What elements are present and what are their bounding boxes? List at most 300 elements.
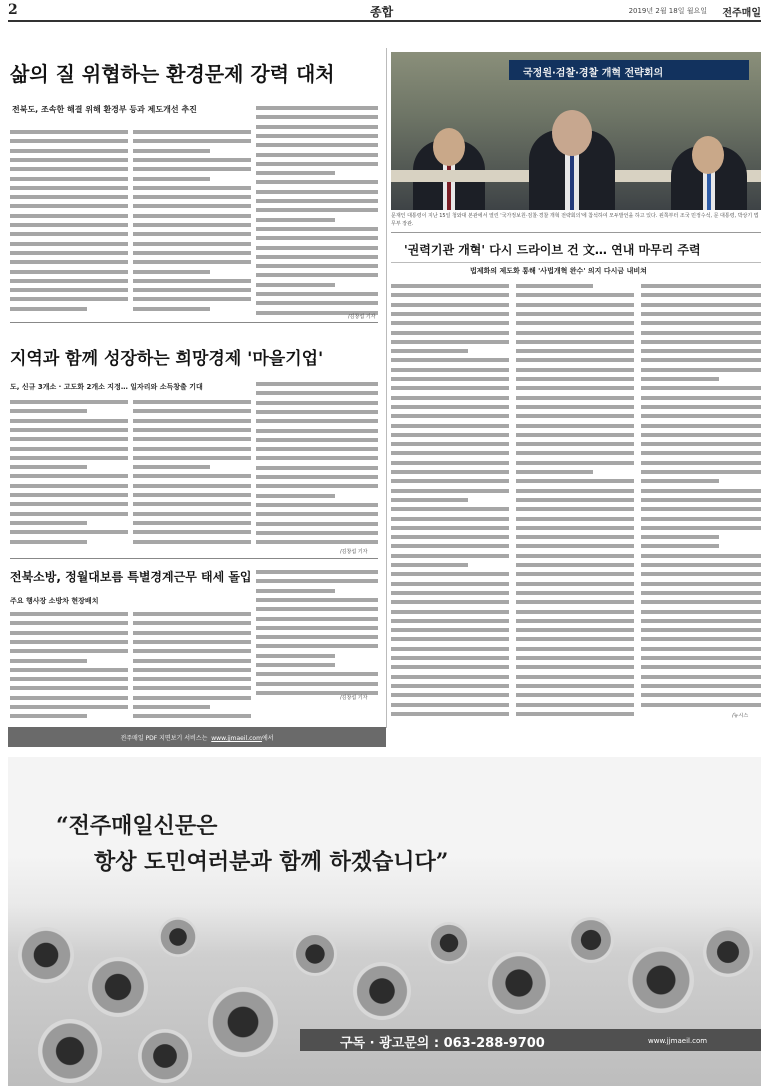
text-line — [133, 686, 251, 690]
text-line — [516, 479, 634, 483]
text-line — [10, 447, 128, 451]
text-line — [10, 677, 128, 681]
text-line — [391, 498, 468, 502]
text-line — [133, 158, 251, 162]
text-line — [256, 579, 378, 583]
text-line — [256, 255, 378, 259]
text-line — [10, 232, 128, 236]
text-line — [516, 414, 634, 418]
text-line — [641, 563, 761, 567]
text-line — [256, 512, 378, 516]
text-line — [641, 675, 761, 679]
divider — [391, 262, 761, 263]
text-line — [516, 349, 634, 353]
text-line — [516, 554, 634, 558]
text-line — [516, 284, 593, 288]
text-line — [641, 405, 761, 409]
article4-column-1 — [10, 610, 128, 720]
text-line — [391, 591, 509, 595]
text-line — [516, 591, 634, 595]
text-line — [10, 705, 128, 709]
text-line — [641, 610, 761, 614]
text-line — [256, 456, 378, 460]
article4-subheadline: 주요 행사장 소방차 현장배치 — [10, 597, 99, 605]
text-line — [10, 521, 87, 525]
text-line — [10, 177, 128, 181]
text-line — [256, 125, 378, 129]
text-line — [256, 401, 378, 405]
article2-column-2 — [516, 282, 634, 720]
text-line — [10, 540, 87, 544]
text-line — [391, 693, 509, 697]
text-line — [641, 526, 761, 530]
text-line — [133, 621, 251, 625]
text-line — [133, 232, 251, 236]
text-line — [641, 321, 761, 325]
text-line — [391, 331, 509, 335]
text-line — [133, 474, 251, 478]
text-line — [256, 663, 335, 667]
text-line — [256, 419, 378, 423]
text-line — [516, 610, 634, 614]
text-line — [256, 682, 378, 686]
text-line — [641, 312, 761, 316]
text-line — [256, 301, 378, 305]
text-line — [133, 540, 251, 544]
text-line — [391, 405, 509, 409]
text-line — [10, 186, 128, 190]
text-line — [10, 649, 128, 653]
text-line — [516, 424, 634, 428]
text-line — [10, 493, 128, 497]
text-line — [516, 442, 634, 446]
text-line — [516, 665, 634, 669]
text-line — [641, 656, 761, 660]
text-line — [516, 647, 634, 651]
section-name: 종합 — [370, 5, 394, 19]
article2-byline: /뉴시스 — [732, 713, 749, 719]
text-line — [391, 535, 509, 539]
text-line — [10, 242, 128, 246]
text-line — [641, 489, 761, 493]
text-line — [641, 414, 761, 418]
text-line — [516, 572, 634, 576]
text-line — [133, 242, 251, 246]
text-line — [641, 703, 761, 707]
divider — [10, 322, 378, 323]
text-line — [133, 696, 251, 700]
text-line — [10, 167, 128, 171]
column-separator — [386, 48, 387, 728]
text-line — [516, 507, 634, 511]
text-line — [133, 270, 210, 274]
text-line — [641, 461, 761, 465]
text-line — [641, 303, 761, 307]
page-header — [8, 2, 761, 22]
article2-column-3 — [641, 282, 761, 710]
text-line — [10, 400, 128, 404]
sunflower-image — [428, 922, 470, 964]
person-right-head — [692, 136, 724, 174]
text-line — [516, 628, 634, 632]
text-line — [516, 451, 634, 455]
text-line — [133, 251, 251, 255]
text-line — [391, 321, 509, 325]
text-line — [391, 340, 509, 344]
text-line — [256, 134, 378, 138]
text-line — [641, 358, 761, 362]
text-line — [641, 591, 761, 595]
text-line — [641, 442, 761, 446]
text-line — [391, 479, 509, 483]
pdf-service-link[interactable]: www.jjmaeil.com — [211, 735, 262, 742]
text-line — [133, 260, 251, 264]
text-line — [10, 214, 128, 218]
article2-column-1 — [391, 282, 509, 720]
text-line — [256, 447, 378, 451]
article4-column-3 — [256, 568, 378, 698]
text-line — [133, 493, 251, 497]
text-line — [641, 647, 761, 651]
text-line — [133, 521, 251, 525]
text-line — [256, 292, 378, 296]
ad-quote-line-1: “전주매일신문은 — [56, 813, 218, 839]
text-line — [516, 563, 634, 567]
text-line — [391, 451, 509, 455]
text-line — [256, 218, 335, 222]
article3-byline: /김창섭 기자 — [340, 549, 368, 555]
text-line — [133, 668, 251, 672]
text-line — [391, 517, 509, 521]
ad-contact: 구독 · 광고문의 : 063-288-9700 — [340, 1036, 545, 1051]
text-line — [516, 535, 634, 539]
text-line — [641, 284, 761, 288]
text-line — [133, 130, 251, 134]
text-line — [133, 714, 251, 718]
text-line — [256, 190, 378, 194]
issue-date: 2019년 2월 18일 월요일 — [628, 7, 707, 15]
text-line — [133, 167, 251, 171]
sunflower-image — [568, 917, 614, 963]
text-line — [516, 312, 634, 316]
text-line — [10, 297, 128, 301]
sunflower-image — [18, 927, 74, 983]
ad-website-link[interactable]: www.jjmaeil.com — [648, 1037, 708, 1045]
text-line — [10, 659, 87, 663]
text-line — [256, 208, 378, 212]
text-line — [256, 654, 335, 658]
text-line — [641, 396, 761, 400]
text-line — [10, 419, 128, 423]
text-line — [516, 433, 634, 437]
text-line — [10, 204, 128, 208]
text-line — [10, 270, 128, 274]
text-line — [256, 607, 378, 611]
text-line — [10, 631, 128, 635]
text-line — [641, 433, 761, 437]
text-line — [10, 307, 87, 311]
text-line — [10, 474, 128, 478]
text-line — [641, 582, 761, 586]
article1-byline: /김창섭 기자 — [348, 314, 376, 320]
text-line — [391, 572, 509, 576]
text-line — [516, 544, 634, 548]
text-line — [641, 340, 761, 344]
text-line — [10, 612, 128, 616]
text-line — [133, 409, 251, 413]
text-line — [516, 600, 634, 604]
text-line — [10, 696, 128, 700]
text-line — [10, 456, 128, 460]
text-line — [256, 162, 378, 166]
text-line — [516, 386, 634, 390]
text-line — [133, 288, 251, 292]
text-line — [256, 494, 335, 498]
text-line — [256, 484, 378, 488]
article4-column-2 — [133, 610, 251, 720]
text-line — [641, 544, 719, 548]
text-line — [391, 582, 509, 586]
text-line — [10, 195, 128, 199]
text-line — [256, 570, 378, 574]
text-line — [391, 526, 509, 530]
text-line — [133, 139, 251, 143]
page-number: 2 — [8, 2, 18, 18]
person-left-head — [433, 128, 465, 166]
text-line — [256, 264, 378, 268]
text-line — [641, 535, 719, 539]
text-line — [641, 554, 761, 558]
sunflower-image — [208, 987, 278, 1057]
text-line — [256, 382, 378, 386]
text-line — [10, 139, 128, 143]
sunflower-image — [88, 957, 148, 1017]
sunflower-image — [353, 962, 411, 1020]
text-line — [133, 465, 210, 469]
text-line — [10, 621, 128, 625]
sunflower-image — [158, 917, 198, 957]
text-line — [641, 628, 761, 632]
text-line — [641, 684, 761, 688]
text-line — [516, 637, 634, 641]
article1-column-2 — [133, 128, 251, 318]
text-line — [133, 640, 251, 644]
text-line — [10, 465, 87, 469]
text-line — [133, 456, 251, 460]
text-line — [10, 251, 128, 255]
text-line — [10, 428, 128, 432]
text-line — [516, 358, 634, 362]
text-line — [641, 600, 761, 604]
text-line — [133, 705, 210, 709]
photo-caption: 문재인 대통령이 지난 15일 청와대 본관에서 열린 '국가정보원·검찰·경찰 개혁 전략회의'에 참석하여 모두발언을 하고 있다. 왼쪽부터 조국 민정수석, 문 대통령, 박상기 법무부 장관. — [391, 213, 759, 227]
article3-column-3 — [256, 380, 378, 550]
article4-headline: 전북소방, 정월대보름 특별경계근무 태세 돌입 — [10, 570, 252, 584]
text-line — [516, 619, 634, 623]
text-line — [391, 489, 509, 493]
text-line — [641, 349, 761, 353]
text-line — [391, 424, 509, 428]
text-line — [391, 600, 509, 604]
sunflower-image — [38, 1019, 102, 1083]
text-line — [516, 340, 634, 344]
text-line — [256, 115, 378, 119]
text-line — [391, 396, 509, 400]
text-line — [133, 177, 210, 181]
sunflower-image — [703, 927, 753, 977]
text-line — [256, 475, 378, 479]
text-line — [256, 598, 378, 602]
text-line — [391, 684, 509, 688]
text-line — [516, 470, 593, 474]
text-line — [391, 377, 509, 381]
text-line — [391, 303, 509, 307]
text-line — [10, 686, 128, 690]
text-line — [516, 703, 634, 707]
text-line — [10, 640, 128, 644]
text-line — [516, 368, 634, 372]
text-line — [256, 236, 378, 240]
text-line — [133, 502, 251, 506]
paper-name: 전주매일 — [722, 8, 761, 19]
text-line — [391, 433, 509, 437]
text-line — [516, 377, 634, 381]
text-line — [133, 447, 251, 451]
text-line — [391, 619, 509, 623]
text-line — [641, 470, 761, 474]
text-line — [256, 410, 378, 414]
text-line — [133, 419, 251, 423]
text-line — [516, 396, 634, 400]
text-line — [516, 526, 634, 530]
text-line — [641, 572, 761, 576]
text-line — [133, 484, 251, 488]
text-line — [10, 714, 87, 718]
article3-headline: 지역과 함께 성장하는 희망경제 '마을기업' — [10, 349, 324, 369]
text-line — [391, 312, 509, 316]
text-line — [516, 498, 634, 502]
text-line — [641, 331, 761, 335]
text-line — [391, 442, 509, 446]
text-line — [10, 130, 128, 134]
text-line — [516, 712, 634, 716]
text-line — [256, 438, 378, 442]
text-line — [133, 437, 251, 441]
text-line — [133, 149, 210, 153]
text-line — [391, 470, 509, 474]
text-line — [256, 644, 378, 648]
text-line — [641, 498, 761, 502]
text-line — [256, 171, 335, 175]
article3-subheadline: 도, 신규 3개소 · 고도화 2개소 지정… 일자리와 소득창출 기대 — [10, 383, 203, 391]
sunflower-image — [138, 1029, 192, 1083]
text-line — [641, 451, 761, 455]
text-line — [256, 503, 378, 507]
text-line — [10, 279, 128, 283]
text-line — [10, 530, 128, 534]
text-line — [256, 391, 378, 395]
text-line — [133, 223, 251, 227]
text-line — [133, 186, 251, 190]
text-line — [133, 612, 251, 616]
article4-byline: /김창섭 기자 — [340, 695, 368, 701]
text-line — [516, 582, 634, 586]
text-line — [256, 180, 378, 184]
text-line — [256, 617, 378, 621]
text-line — [391, 665, 509, 669]
text-line — [516, 489, 634, 493]
text-line — [516, 461, 634, 465]
text-line — [391, 656, 509, 660]
text-line — [391, 712, 509, 716]
text-line — [133, 400, 251, 404]
text-line — [10, 502, 128, 506]
text-line — [516, 321, 634, 325]
text-line — [391, 610, 509, 614]
text-line — [516, 293, 634, 297]
text-line — [10, 149, 128, 153]
text-line — [10, 512, 128, 516]
text-line — [10, 409, 87, 413]
text-line — [133, 204, 251, 208]
text-line — [133, 297, 251, 301]
text-line — [256, 626, 378, 630]
text-line — [10, 668, 128, 672]
text-line — [10, 437, 128, 441]
article1-subheadline: 전북도, 조속한 해결 위해 환경부 등과 제도개선 추진 — [12, 105, 197, 114]
text-line — [133, 631, 251, 635]
divider — [10, 558, 378, 559]
text-line — [256, 283, 335, 287]
text-line — [256, 522, 378, 526]
text-line — [391, 293, 509, 297]
text-line — [391, 554, 509, 558]
text-line — [256, 143, 378, 147]
text-line — [641, 665, 761, 669]
text-line — [641, 293, 761, 297]
text-line — [641, 637, 761, 641]
sunflower-image — [293, 932, 337, 976]
text-line — [391, 507, 509, 511]
text-line — [641, 517, 761, 521]
text-line — [391, 703, 509, 707]
text-line — [516, 656, 634, 660]
article2-subheadline: 법제화의 제도화 통해 '사법개혁 완수' 의지 다시금 내비쳐 — [470, 267, 647, 275]
text-line — [10, 484, 128, 488]
text-line — [641, 424, 761, 428]
text-line — [391, 563, 468, 567]
text-line — [133, 195, 251, 199]
text-line — [256, 540, 378, 544]
text-line — [10, 223, 128, 227]
text-line — [256, 153, 378, 157]
text-line — [391, 461, 509, 465]
pdf-service-text: 전주매일 PDF 지면보기 서비스는 www.jjmaeil.com에서 — [120, 735, 274, 742]
sunflower-image — [488, 952, 550, 1014]
advertisement — [8, 757, 761, 1086]
text-line — [516, 517, 634, 521]
text-line — [641, 507, 761, 511]
text-line — [256, 106, 378, 110]
text-line — [133, 659, 251, 663]
text-line — [391, 637, 509, 641]
text-line — [133, 649, 251, 653]
text-line — [133, 307, 210, 311]
text-line — [256, 635, 378, 639]
text-line — [256, 246, 378, 250]
text-line — [256, 672, 378, 676]
text-line — [641, 368, 761, 372]
